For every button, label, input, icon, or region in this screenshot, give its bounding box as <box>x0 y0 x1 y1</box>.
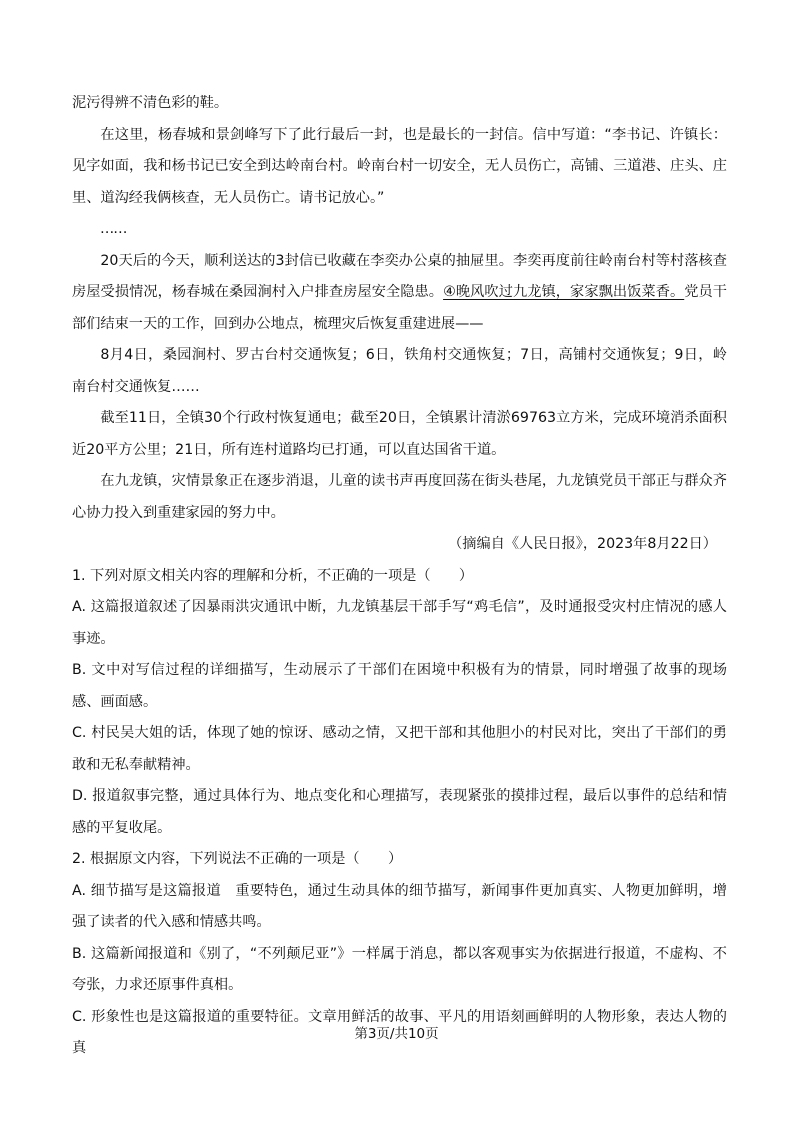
question-1-option-c: C. 村民吴大姐的话，体现了她的惊讶、感动之情，又把干部和其他胆小的村民对比，突出了干部们的勇敢和无私奉献精神。 <box>72 725 727 773</box>
paragraph-4-part-c: 党员干部们结束一天的工作，回到办公地点，梳理灾后恢复重建进展—— <box>72 284 727 332</box>
paragraph-2: 在这里，杨春城和景剑峰写下了此行最后一封，也是最长的一封信。信中写道：“李书记、许镇长：见字如面，我和杨书记已安全到达岭南台村。岭南台村一切安全，无人员伤亡，高铺、三道港、庄头、庄里、道沟经我俩核查，无人员伤亡。请书记放心。” <box>72 126 727 206</box>
question-2-stem: 2. 根据原文内容，下列说法不正确的一项是（ ） <box>72 851 403 867</box>
paragraph-4-part-a: 20天后的今天，顺利送达的3封信已收藏在李奕办公桌的抽屉里。李奕再度前往岭南台村等村落核查房屋受损情况，杨春城在桑园涧村入户排查房屋安全隐患。 <box>72 252 727 300</box>
question-2-option-a: A. 细节描写是这篇报道 重要特色，通过生动具体的细节描写，新闻事件更加真实、人物更加鲜明，增强了读者的代入感和情感共鸣。 <box>72 882 727 930</box>
question-2-option-b: B. 这篇新闻报道和《别了，“不列颠尼亚”》一样属于消息，都以客观事实为依据进行报道，不虚构、不夸张，力求还原事件真相。 <box>72 945 727 993</box>
document-body <box>72 88 727 1065</box>
page-footer: 第3页/共10页 <box>354 1026 439 1042</box>
paragraph-1: 泥污得辨不清色彩的鞋。 <box>72 95 229 111</box>
question-1-option-b: B. 文中对写信过程的详细描写，生动展示了干部们在困境中积极有为的情景，同时增强了故事的现场感、画面感。 <box>72 662 727 710</box>
paragraph-7: 在九龙镇，灾情景象正在逐步消退，儿童的读书声再度回荡在街头巷尾，九龙镇党员干部正与群众齐心协力投入到重建家园的努力中。 <box>72 473 727 521</box>
ellipsis-line: …… <box>100 221 127 237</box>
paragraph-6: 截至11日，全镇30个行政村恢复通电；截至20日，全镇累计清淤69763立方米，完成环境消杀面积近20平方公里；21日，所有连村道路均已打通，可以直达国省干道。 <box>72 410 727 458</box>
paragraph-4 <box>72 246 727 341</box>
question-1-option-d: D. 报道叙事完整，通过具体行为、地点变化和心理描写，表现紧张的摸排过程，最后以事件的总结和情感的平复收尾。 <box>72 788 727 836</box>
paragraph-5: 8月4日，桑园涧村、罗古台村交通恢复；6日，铁角村交通恢复；7日，高铺村交通恢复；9日，岭南台村交通恢复…… <box>72 347 727 395</box>
question-1-option-a: A. 这篇报道叙述了因暴雨洪灾通讯中断，九龙镇基层干部手写“鸡毛信”，及时通报受灾村庄情况的感人事迹。 <box>72 599 727 647</box>
question-2-option-c: C. 形象性也是这篇报道的重要特征。文章用鲜活的故事、平凡的用语刻画鲜明的人物形象，表达人物的真 <box>72 1008 727 1056</box>
question-1-stem: 1. 下列对原文相关内容的理解和分析，不正确的一项是（ ） <box>72 567 474 584</box>
underlined-sentence-4: ④晚风吹过九龙镇，家家飘出饭菜香。 <box>443 284 685 300</box>
source-citation: （摘编自《人民日报》，2023年8月22日） <box>448 536 717 552</box>
question-1 <box>72 561 727 845</box>
